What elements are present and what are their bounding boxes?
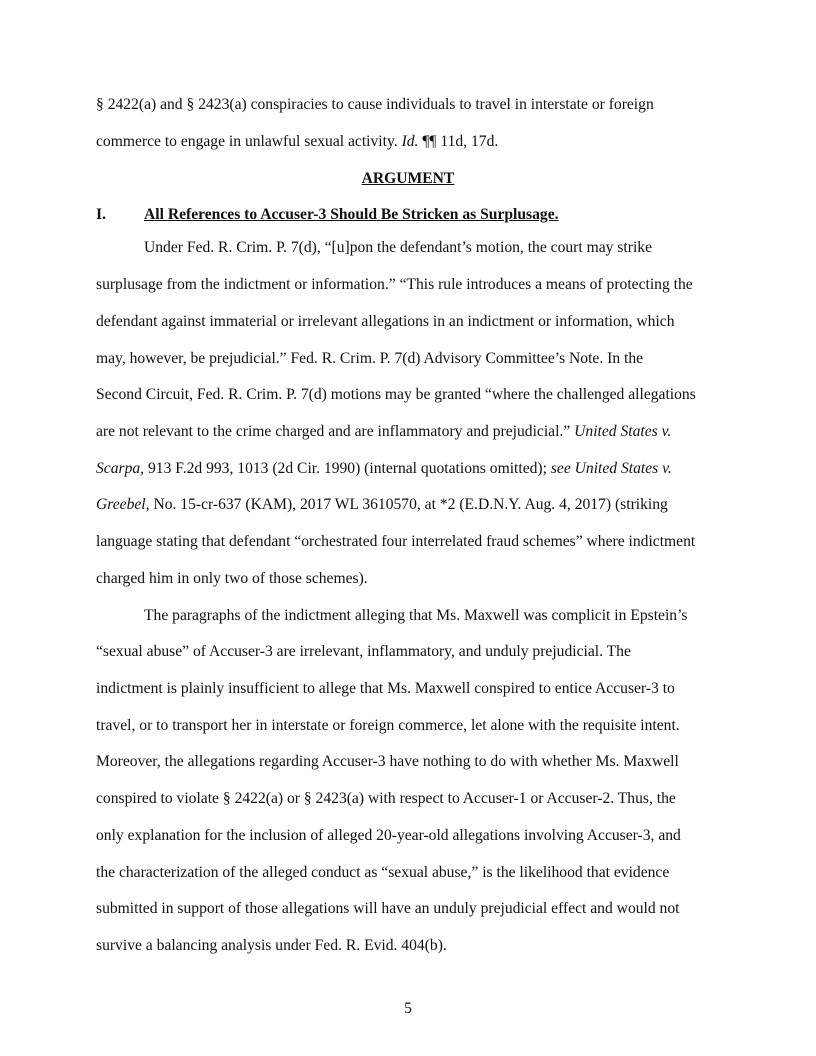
line-text: commerce to engage in unlawful sexual activity.	[96, 133, 402, 150]
paragraph-2-line-6: conspired to violate § 2422(a) or § 2423(a) with respect to Accuser-1 or Accuser-2. Thus, the	[96, 790, 676, 807]
paragraph-1-line-1: Under Fed. R. Crim. P. 7(d), “[u]pon the defendant’s motion, the court may strike	[144, 239, 652, 256]
citation-id: Id.	[401, 133, 419, 150]
paragraph-1-line-7	[96, 460, 672, 478]
paragraph-2-line-7: only explanation for the inclusion of alleged 20-year-old allegations involving Accuser-3, and	[96, 827, 681, 844]
paragraph-2-line-9: submitted in support of those allegations will have an unduly prejudicial effect and would not	[96, 900, 680, 917]
paragraph-2-line-8: the characterization of the alleged conduct as “sexual abuse,” is the likelihood that evidence	[96, 864, 670, 881]
page-number: 5	[404, 1000, 412, 1017]
paragraph-1-line-3: defendant against immaterial or irrelevant allegations in an indictment or information, which	[96, 313, 675, 330]
continued-paragraph-line-2	[96, 133, 498, 151]
line-text: ¶¶ 11d, 17d.	[418, 133, 499, 150]
paragraph-2-line-10: survive a balancing analysis under Fed. R. Evid. 404(b).	[96, 937, 447, 954]
paragraph-1-line-4: may, however, be prejudicial.” Fed. R. Crim. P. 7(d) Advisory Committee’s Note. In the	[96, 350, 644, 367]
paragraph-2-line-5: Moreover, the allegations regarding Accuser-3 have nothing to do with whether Ms. Maxwell	[96, 753, 679, 770]
argument-heading: ARGUMENT	[361, 170, 455, 187]
paragraph-1-line-10: charged him in only two of those schemes).	[96, 570, 368, 587]
paragraph-2-line-2: “sexual abuse” of Accuser-3 are irrelevant, inflammatory, and unduly prejudicial. The	[96, 643, 631, 660]
case-citation: United States v.	[574, 423, 672, 440]
paragraph-2-line-3: indictment is plainly insufficient to allege that Ms. Maxwell conspired to entice Accuser-3 to	[96, 680, 675, 697]
paragraph-2-line-1: The paragraphs of the indictment alleging that Ms. Maxwell was complicit in Epstein’s	[144, 607, 688, 624]
paragraph-1-line-8	[96, 496, 668, 514]
case-citation: Greebel,	[96, 496, 150, 513]
continued-paragraph-line-1: § 2422(a) and § 2423(a) conspiracies to cause individuals to travel in interstate or foreign	[96, 96, 654, 113]
paragraph-1-line-5: Second Circuit, Fed. R. Crim. P. 7(d) motions may be granted “where the challenged allegations	[96, 386, 696, 403]
section-number: I.	[96, 206, 106, 223]
case-citation: see United States v.	[550, 460, 672, 477]
paragraph-1-line-6	[96, 423, 671, 441]
line-text: No. 15-cr-637 (KAM), 2017 WL 3610570, at *2 (E.D.N.Y. Aug. 4, 2017) (striking	[149, 496, 668, 513]
section-title: All References to Accuser-3 Should Be Stricken as Surplusage.	[144, 206, 559, 223]
paragraph-1-line-2: surplusage from the indictment or information.” “This rule introduces a means of protecting the	[96, 276, 693, 293]
case-citation: Scarpa,	[96, 460, 145, 477]
line-text: 913 F.2d 993, 1013 (2d Cir. 1990) (internal quotations omitted);	[144, 460, 551, 477]
paragraph-2-line-4: travel, or to transport her in interstate or foreign commerce, let alone with the requisite intent.	[96, 717, 680, 734]
paragraph-1-line-9: language stating that defendant “orchestrated four interrelated fraud schemes” where indictment	[96, 533, 696, 550]
line-text: are not relevant to the crime charged and are inflammatory and prejudicial.”	[96, 423, 575, 440]
